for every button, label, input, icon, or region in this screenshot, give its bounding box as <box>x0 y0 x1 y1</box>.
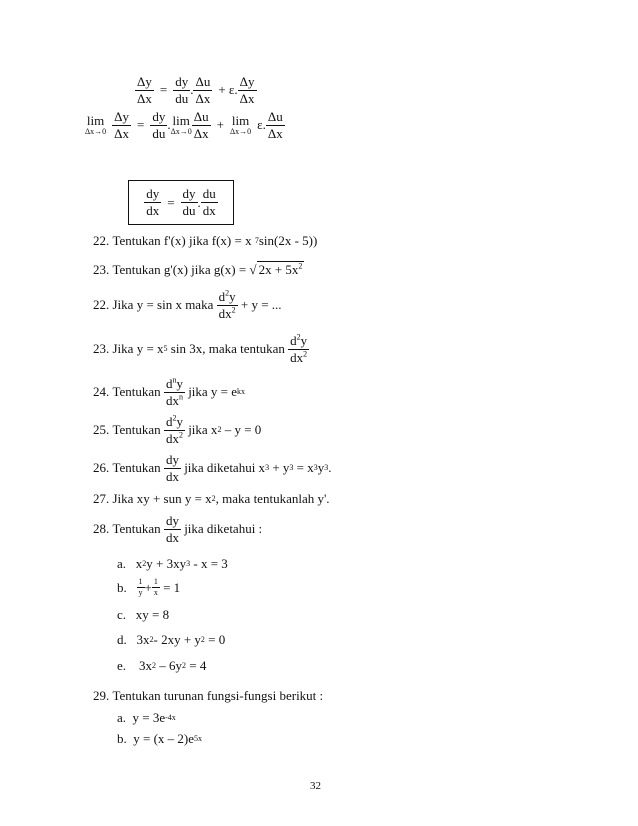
fraction: $\frac{dy}{du}$ <box>182 186 196 218</box>
chain-rule-box: $\frac{dy}{dx}$ = $\frac{dy}{du}$ . $\frac{du}{dx}$ <box>128 180 234 225</box>
fraction: $\frac{\Delta u}{\Delta x}$ <box>195 74 211 106</box>
fraction: $\frac{1}{y}$ <box>138 577 143 598</box>
problem-28-item-b: b. $\frac{1}{y}$ + $\frac{1}{x}$ = 1 <box>117 577 181 598</box>
fraction: $\frac{dy}{dx}$ <box>165 513 179 545</box>
problem-28-item-e: e. 3x 2 – 6y 2 = 4 <box>117 658 207 673</box>
problem-28: 28. Tentukan $\frac{dy}{dx}$ jika diketahui : <box>93 513 263 545</box>
problem-28-item-d: d. 3x 2 - 2xy + y 2 = 0 <box>117 632 226 647</box>
fraction: $\frac{d^2y}{dx^2}$ <box>165 413 183 446</box>
problem-28-item-a: a. x 2 y + 3xy 3 - x = 3 <box>117 556 228 571</box>
limit: lim Δx→0 <box>85 112 107 136</box>
limit: lim Δx→0 <box>230 112 252 136</box>
fraction: $\frac{d^2y}{dx^2}$ <box>218 288 236 321</box>
problem-29-item-a: a. y = 3e -4x <box>117 710 176 725</box>
fraction: $\frac{\Delta y}{\Delta x}$ <box>239 74 255 106</box>
fraction: $\frac{dy}{du}$ <box>175 74 189 106</box>
problem-23a: 23. Tentukan g'(x) jika g(x) = √ $2x + 5x^2$ <box>93 261 303 277</box>
derivation-line-2: lim Δx→0 $\frac{\Delta y}{\Delta x}$ = $\frac{dy}{du}$ . lim Δx→0 $\frac{\Delta u}{\Delta x}$ + lim Δx→0 ε. $\frac{\Delta u}{\Delta x}$ <box>85 109 283 141</box>
fraction: $\frac{\Delta y}{\Delta x}$ <box>114 109 130 141</box>
fraction: $\frac{d^ny}{dx^n}$ <box>165 375 183 408</box>
derivation-line-1: $\frac{\Delta y}{\Delta x}$ = $\frac{dy}{du}$ . $\frac{\Delta u}{\Delta x}$ + ε. $\frac{\Delta y}{\Delta x}$ <box>137 74 255 106</box>
fraction: $\frac{\Delta u}{\Delta x}$ <box>193 109 209 141</box>
problem-23b: 23. Jika y = x 5 sin 3x, maka tentukan $\frac{d^2y}{dx^2}$ <box>93 332 308 365</box>
limit: lim Δx→0 <box>170 112 192 136</box>
fraction: $\frac{d^2y}{dx^2}$ <box>290 332 308 365</box>
problem-29-item-b: b. y = (x – 2)e 5x <box>117 731 203 746</box>
problem-22a: 22. Tentukan f'(x) jika f(x) = x 7 sin(2x - 5)) <box>93 233 318 248</box>
page-number: 32 <box>310 780 321 792</box>
problem-26: 26. Tentukan $\frac{dy}{dx}$ jika diketahui x 3 + y 3 = x 3 y 3 . <box>93 452 332 484</box>
problem-24: 24. Tentukan $\frac{d^ny}{dx^n}$ jika y = e kx <box>93 375 246 408</box>
fraction: $\frac{1}{x}$ <box>153 577 158 598</box>
square-root: √ $2x + 5x^2$ <box>249 261 303 277</box>
fraction: $\frac{\Delta u}{\Delta x}$ <box>267 109 283 141</box>
problem-27: 27. Jika xy + sun y = x 2 , maka tentukanlah y'. <box>93 491 330 506</box>
fraction: $\frac{dy}{dx}$ <box>165 452 179 484</box>
fraction: $\frac{dy}{dx}$ <box>146 186 160 218</box>
fraction: $\frac{\Delta y}{\Delta x}$ <box>137 74 152 106</box>
problem-22b: 22. Jika y = sin x maka $\frac{d^2y}{dx^2}$ + y = ... <box>93 288 282 321</box>
fraction: $\frac{du}{dx}$ <box>202 186 216 218</box>
problem-25: 25. Tentukan $\frac{d^2y}{dx^2}$ jika x 2 – y = 0 <box>93 413 262 446</box>
problem-28-item-c: c. xy = 8 <box>117 607 170 622</box>
problem-29: 29. Tentukan turunan fungsi-fungsi berikut : <box>93 688 324 703</box>
fraction: $\frac{dy}{du}$ <box>152 109 166 141</box>
